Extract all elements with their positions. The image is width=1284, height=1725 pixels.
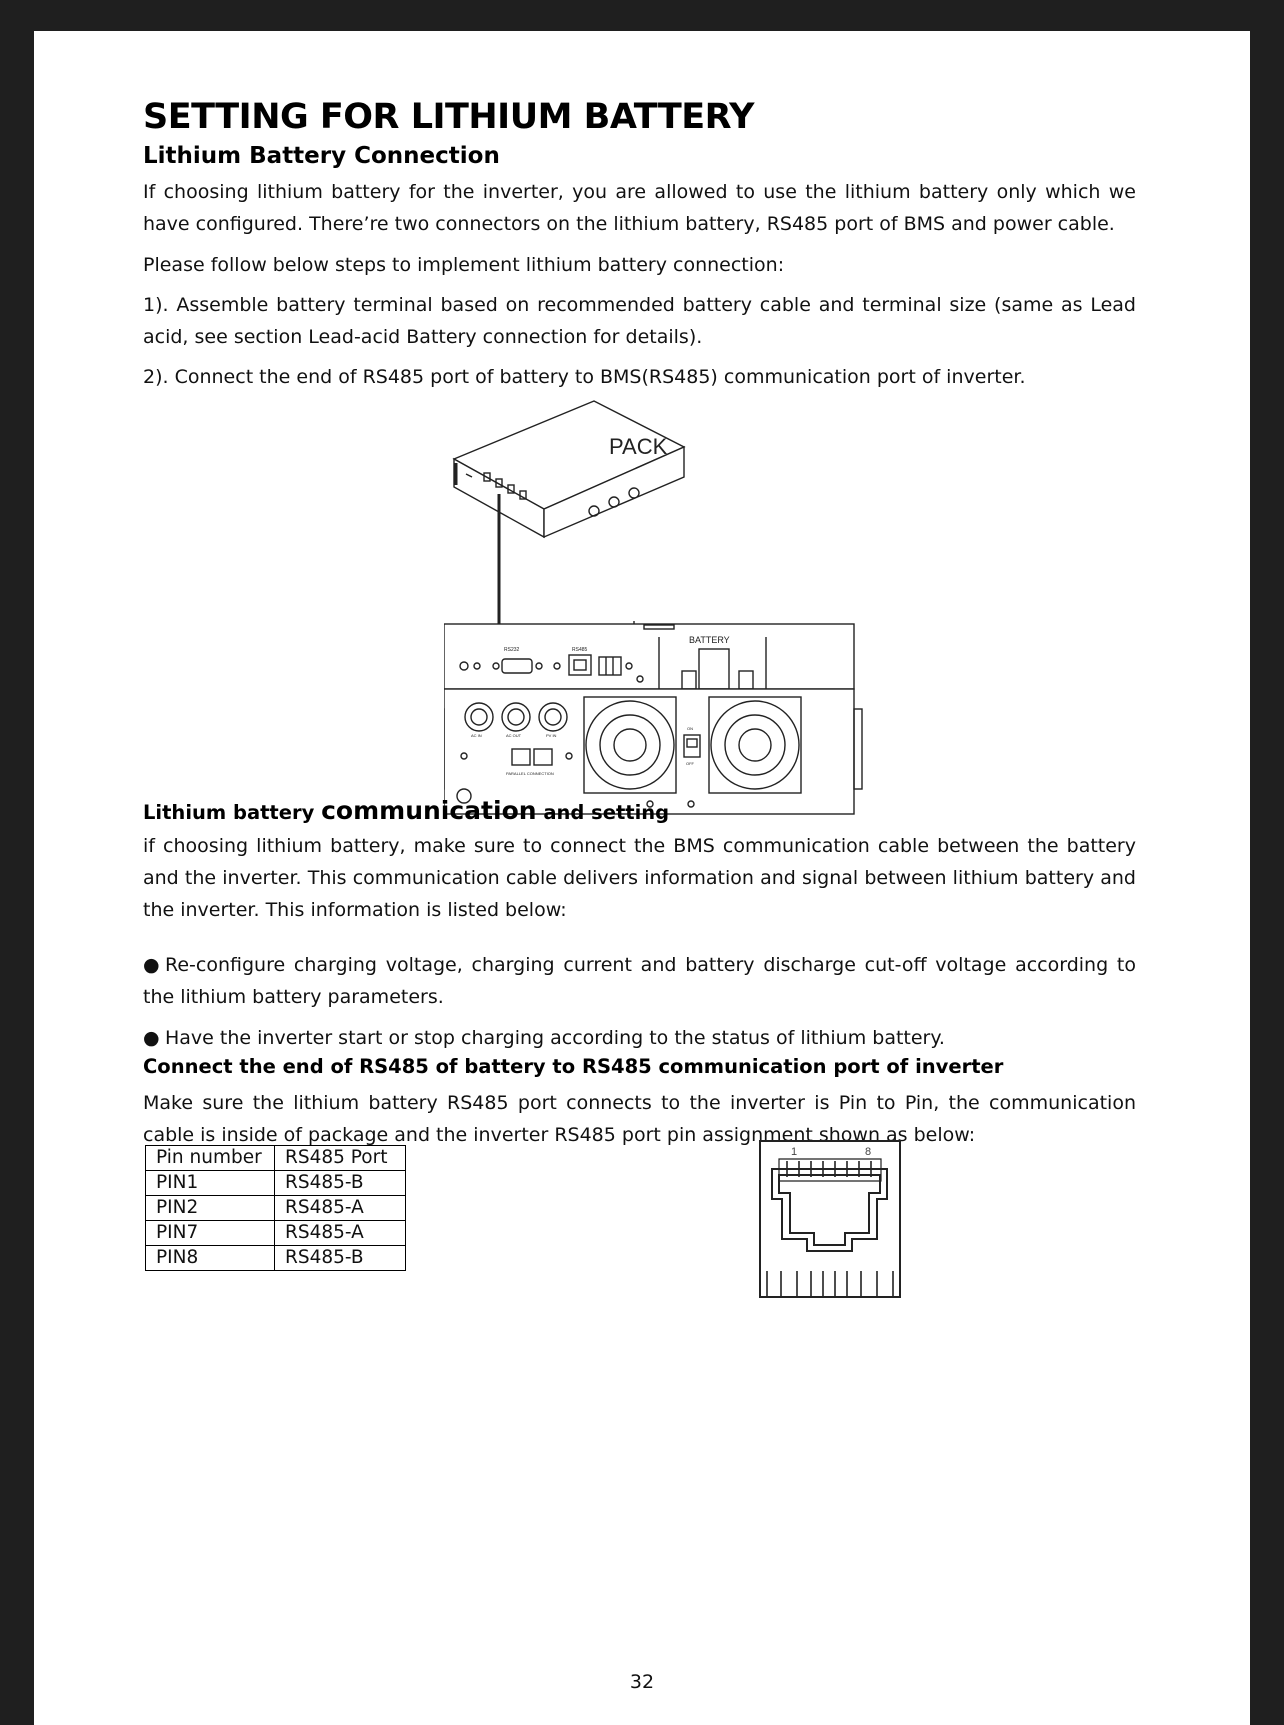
step-1: 1). Assemble battery terminal based on recommended battery cable and terminal size (same as Lead acid, see section Lead-acid Battery connection for details).: [143, 294, 1136, 348]
table-cell: RS485-B: [275, 1171, 406, 1196]
battery-label: BATTERY: [689, 635, 730, 645]
off-label: OFF: [686, 761, 694, 766]
bullet-text: Have the inverter start or stop charging according to the status of lithium battery.: [165, 1027, 945, 1049]
table-cell: PIN1: [146, 1171, 275, 1196]
parallel-label: PARALLEL CONNECTION: [506, 771, 554, 776]
heading-part-c: and setting: [536, 801, 670, 824]
pvin-label: PV IN: [546, 733, 557, 738]
step-2: 2). Connect the end of RS485 port of battery to BMS(RS485) communication port of inverter.: [143, 366, 1026, 388]
table-cell: RS485-B: [275, 1246, 406, 1271]
table-cell: PIN7: [146, 1221, 275, 1246]
on-label: ON: [687, 726, 693, 731]
table-header-cell: Pin number: [146, 1146, 275, 1171]
bullet-icon: ●: [143, 954, 160, 976]
section-heading-connection: Lithium Battery Connection: [143, 143, 500, 169]
page-title: SETTING FOR LITHIUM BATTERY: [143, 97, 755, 137]
pin-8-label: 8: [865, 1146, 872, 1158]
table-cell: PIN8: [146, 1246, 275, 1271]
table-row: [146, 1171, 406, 1196]
paragraph-communication: if choosing lithium battery, make sure to connect the BMS communication cable between the battery and the inverter. This communication cable delivers information and signal between lithium battery and the inverter. This information is listed below:: [143, 835, 1136, 921]
paragraph-rs485: Make sure the lithium battery RS485 port connects to the inverter is Pin to Pin, the communication cable is inside of package and the inverter RS485 port pin assignment shown as below:: [143, 1092, 1136, 1146]
document-page: [34, 31, 1250, 1725]
table-header-row: [146, 1146, 406, 1171]
table-cell: PIN2: [146, 1196, 275, 1221]
rs485-label: RS485: [572, 647, 588, 653]
table-cell: RS485-A: [275, 1221, 406, 1246]
bullet-icon: ●: [143, 1027, 160, 1049]
table-row: [146, 1196, 406, 1221]
bullet-item: [143, 949, 1136, 1013]
bullet-item: [143, 1022, 1136, 1054]
pin-1-label: 1: [791, 1146, 798, 1158]
paragraph-steps-intro: Please follow below steps to implement lithium battery connection:: [143, 254, 785, 276]
rj45-connector-diagram: [757, 1139, 903, 1299]
table-row: [146, 1221, 406, 1246]
acout-label: AC OUT: [506, 733, 522, 738]
table-header-cell: RS485 Port: [275, 1146, 406, 1171]
pack-label: PACK: [609, 434, 668, 459]
rs232-label: RS232: [504, 647, 520, 653]
bullet-text: Re-configure charging voltage, charging current and battery discharge cut-off voltage according to the lithium battery parameters.: [143, 954, 1136, 1008]
heading-part-a: Lithium battery: [143, 801, 322, 824]
battery-inverter-diagram: [444, 399, 904, 819]
section-heading-communication: [143, 796, 669, 825]
page-number: 32: [629, 1671, 655, 1693]
table-row: [146, 1246, 406, 1271]
section-heading-rs485: Connect the end of RS485 of battery to RS485 communication port of inverter: [143, 1055, 1004, 1078]
pin-assignment-table: [145, 1145, 406, 1271]
paragraph-intro: If choosing lithium battery for the inverter, you are allowed to use the lithium battery only which we have configured. There’re two connectors on the lithium battery, RS485 port of BMS and power cable.: [143, 181, 1136, 235]
acin-label: AC IN: [471, 733, 482, 738]
table-cell: RS485-A: [275, 1196, 406, 1221]
heading-part-b: communication: [321, 796, 537, 825]
